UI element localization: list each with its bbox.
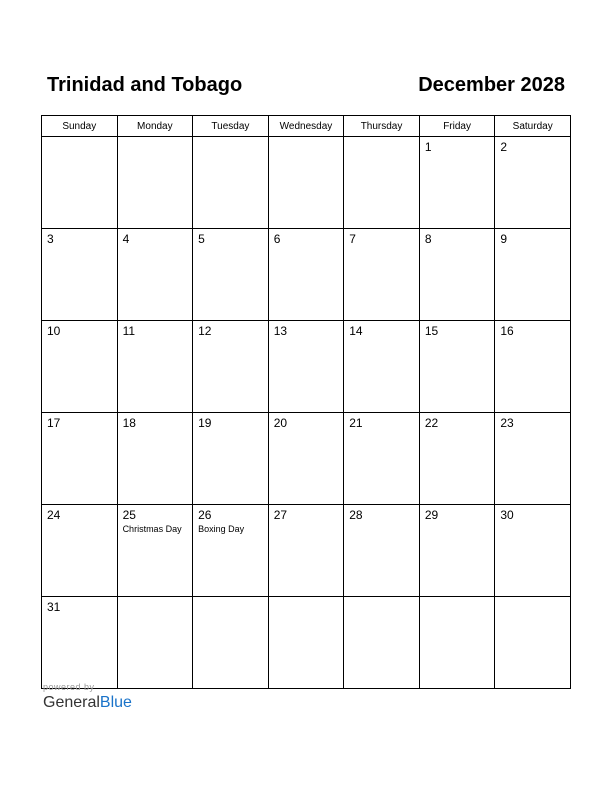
- day-cell: [419, 137, 495, 229]
- day-cell: [117, 505, 193, 597]
- day-cell: [344, 229, 420, 321]
- weekday-saturday: Saturday: [495, 116, 571, 137]
- day-cell: [268, 229, 344, 321]
- day-number: 24: [47, 508, 61, 522]
- day-cell: [193, 413, 269, 505]
- day-number: 23: [500, 416, 514, 430]
- day-cell: [268, 413, 344, 505]
- day-number: 26: [198, 508, 212, 522]
- day-number: 5: [198, 232, 205, 246]
- powered-by-text: powered by: [43, 682, 95, 692]
- holiday-label: Christmas Day: [122, 524, 182, 534]
- day-cell: [419, 321, 495, 413]
- month-title: December 2028: [418, 73, 565, 96]
- day-cell: [495, 321, 571, 413]
- day-cell: [42, 413, 118, 505]
- day-number: 18: [122, 416, 136, 430]
- day-number: 15: [424, 324, 439, 338]
- day-cell: [268, 505, 344, 597]
- day-cell: [419, 505, 495, 597]
- day-number: 2: [500, 140, 508, 154]
- day-number: 9: [500, 232, 508, 246]
- day-number: 29: [424, 508, 439, 522]
- day-cell: [42, 597, 118, 689]
- day-number: 20: [273, 416, 288, 430]
- day-cell: [495, 505, 571, 597]
- day-cell: [193, 321, 269, 413]
- day-cell: [193, 229, 269, 321]
- day-number: 14: [349, 324, 363, 338]
- day-number: 1: [424, 140, 432, 154]
- week-row: [42, 505, 571, 597]
- day-cell: [42, 505, 118, 597]
- day-cell: [193, 505, 269, 597]
- day-number: 30: [500, 508, 514, 522]
- day-cell: [495, 413, 571, 505]
- weekday-sunday: Sunday: [42, 116, 118, 137]
- day-number: 10: [47, 324, 61, 338]
- day-cell: [495, 597, 571, 689]
- day-cell: [193, 137, 269, 229]
- day-cell: [344, 505, 420, 597]
- day-number: 11: [122, 324, 136, 338]
- day-number: 21: [349, 416, 363, 430]
- day-cell: [344, 137, 420, 229]
- day-number: 13: [273, 324, 288, 338]
- day-cell: [344, 413, 420, 505]
- day-cell: [419, 413, 495, 505]
- weekday-friday: Friday: [419, 116, 495, 137]
- footer: [43, 682, 132, 712]
- weekday-thursday: Thursday: [344, 116, 420, 137]
- day-cell: [193, 597, 269, 689]
- day-cell: [268, 137, 344, 229]
- weekday-header-row: [42, 116, 571, 137]
- week-row: [42, 137, 571, 229]
- day-number: 31: [47, 600, 61, 614]
- brand-blue: Blue: [99, 694, 132, 711]
- holiday-label: Boxing Day: [198, 524, 245, 534]
- day-number: 16: [500, 324, 514, 338]
- day-cell: [419, 597, 495, 689]
- calendar-weeks: [42, 137, 571, 689]
- day-number: 17: [47, 416, 61, 430]
- day-cell: [344, 597, 420, 689]
- day-cell: [117, 597, 193, 689]
- day-cell: [117, 229, 193, 321]
- country-title: Trinidad and Tobago: [47, 73, 243, 96]
- day-number: 3: [47, 232, 54, 246]
- day-cell: [268, 597, 344, 689]
- brand-general: General: [43, 694, 100, 711]
- day-cell: [117, 413, 193, 505]
- calendar-grid: [41, 115, 571, 689]
- day-cell: [42, 137, 118, 229]
- week-row: [42, 321, 571, 413]
- day-number: 28: [349, 508, 363, 522]
- day-cell: [344, 321, 420, 413]
- day-number: 12: [198, 324, 212, 338]
- weekday-monday: Monday: [117, 116, 193, 137]
- day-number: 4: [122, 232, 130, 246]
- day-cell: [42, 321, 118, 413]
- day-cell: [268, 321, 344, 413]
- day-number: 7: [349, 232, 356, 246]
- day-cell: [495, 229, 571, 321]
- day-cell: [117, 321, 193, 413]
- weekday-tuesday: Tuesday: [193, 116, 269, 137]
- week-row: [42, 229, 571, 321]
- day-cell: [117, 137, 193, 229]
- day-number: 27: [273, 508, 288, 522]
- day-number: 19: [198, 416, 212, 430]
- calendar-header: [41, 70, 571, 100]
- day-number: 8: [424, 232, 432, 246]
- day-number: 25: [122, 508, 136, 522]
- brand-logo: [43, 694, 132, 712]
- week-row: [42, 413, 571, 505]
- week-row: [42, 597, 571, 689]
- day-cell: [419, 229, 495, 321]
- day-cell: [42, 229, 118, 321]
- weekday-wednesday: Wednesday: [268, 116, 344, 137]
- day-number: 6: [273, 232, 281, 246]
- day-number: 22: [424, 416, 439, 430]
- day-cell: [495, 137, 571, 229]
